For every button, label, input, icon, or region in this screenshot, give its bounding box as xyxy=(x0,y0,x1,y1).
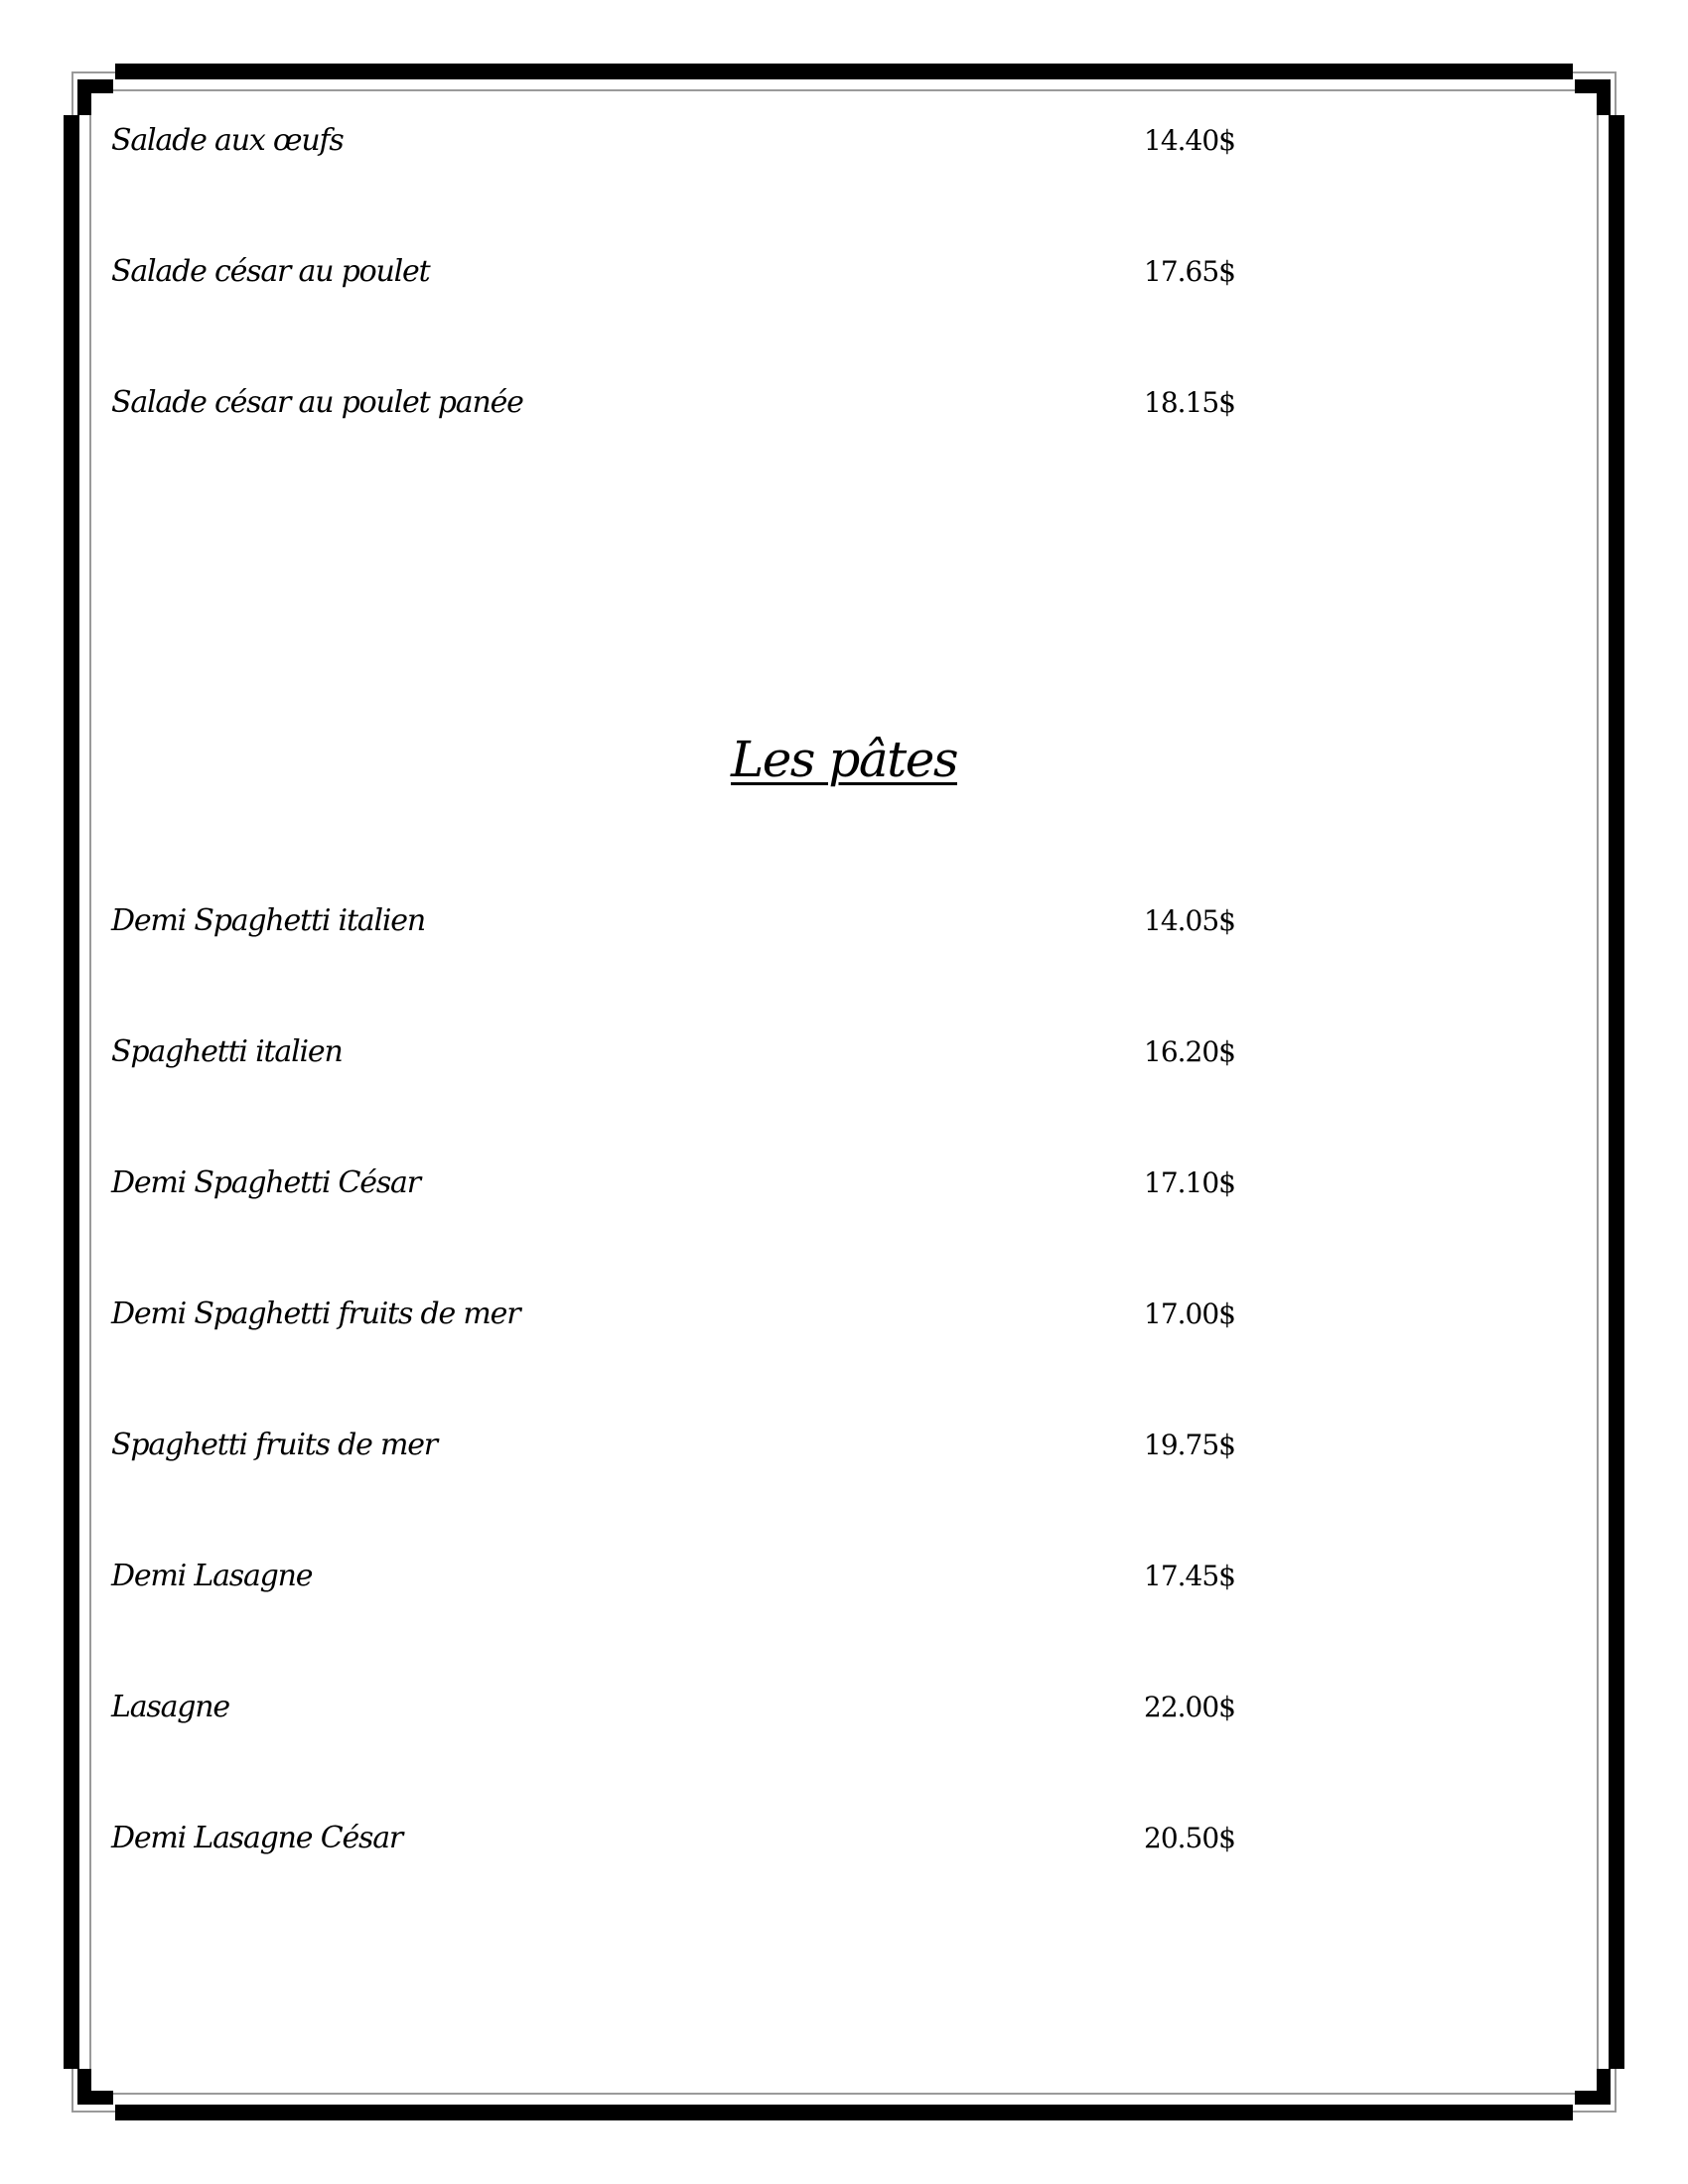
menu-item-row xyxy=(0,1422,1688,1469)
frame-corner-bottom-left xyxy=(77,2069,91,2105)
menu-item-row xyxy=(0,1553,1688,1600)
menu-item-price: 14.40$ xyxy=(1144,124,1235,157)
menu-item-price: 18.15$ xyxy=(1144,386,1235,419)
section-title-pasta: Les pâtes xyxy=(730,731,957,788)
menu-item-row xyxy=(0,897,1688,945)
menu-item-row xyxy=(0,1684,1688,1731)
frame-corner-top-right xyxy=(1597,79,1611,115)
menu-item-name: Demi Lasagne César xyxy=(111,1821,403,1855)
menu-item-name: Demi Lasagne xyxy=(111,1559,313,1593)
menu-item-name: Demi Spaghetti César xyxy=(111,1165,420,1200)
menu-item-name: Salade césar au poulet panée xyxy=(111,385,523,420)
frame-corner-top-left xyxy=(77,79,91,115)
menu-item-row xyxy=(0,1815,1688,1862)
menu-item-price: 17.00$ xyxy=(1144,1297,1235,1330)
menu-item-name: Salade césar au poulet xyxy=(111,254,430,289)
menu-item-name: Spaghetti fruits de mer xyxy=(111,1428,437,1462)
menu-item-price: 17.65$ xyxy=(1144,255,1235,288)
menu-item-price: 14.05$ xyxy=(1144,904,1235,937)
menu-item-name: Demi Spaghetti fruits de mer xyxy=(111,1297,520,1331)
frame-top-bar xyxy=(115,64,1573,79)
menu-item-price: 20.50$ xyxy=(1144,1822,1235,1854)
menu-item-row xyxy=(0,379,1688,427)
menu-item-name: Lasagne xyxy=(111,1690,229,1724)
menu-item-price: 22.00$ xyxy=(1144,1691,1235,1723)
menu-item-row xyxy=(0,1160,1688,1207)
menu-item-price: 17.45$ xyxy=(1144,1560,1235,1592)
menu-item-row xyxy=(0,117,1688,165)
menu-item-name: Spaghetti italien xyxy=(111,1034,343,1069)
menu-item-name: Salade aux œufs xyxy=(111,123,344,158)
menu-item-price: 16.20$ xyxy=(1144,1035,1235,1068)
menu-item-row xyxy=(0,1028,1688,1076)
menu-item-row xyxy=(0,1291,1688,1338)
frame-bottom-bar xyxy=(115,2105,1573,2120)
menu-item-row xyxy=(0,248,1688,296)
menu-item-price: 19.75$ xyxy=(1144,1429,1235,1461)
menu-item-price: 17.10$ xyxy=(1144,1166,1235,1199)
menu-item-name: Demi Spaghetti italien xyxy=(111,903,425,938)
frame-corner-bottom-right xyxy=(1597,2069,1611,2105)
